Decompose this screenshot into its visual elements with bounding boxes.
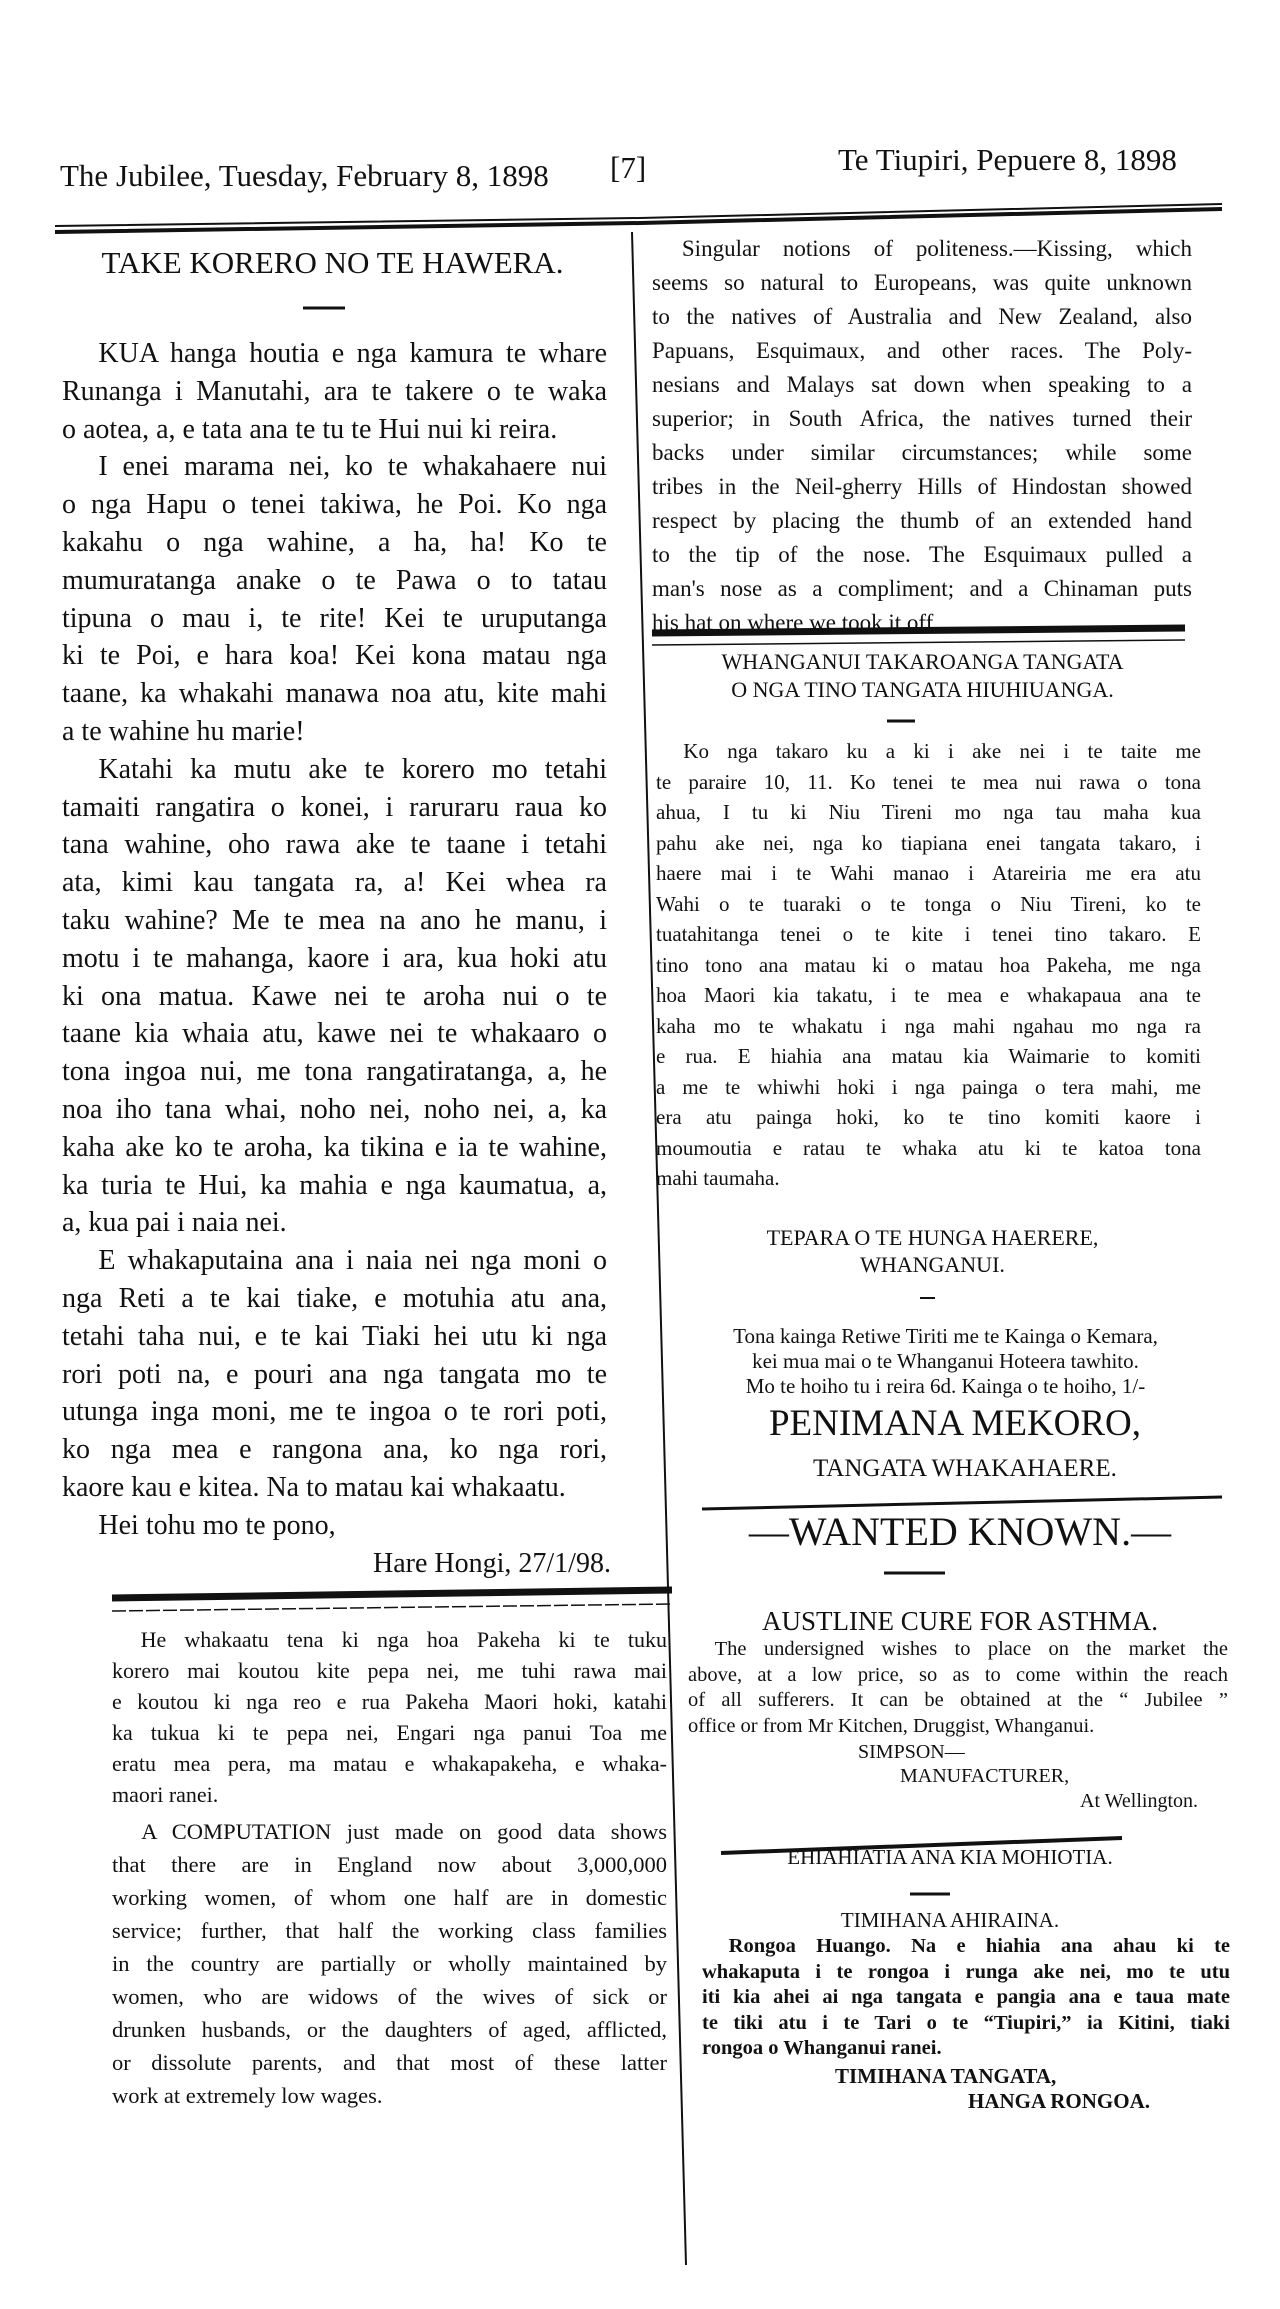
text-line: Rongoa Huango. Na e hiahia ana ahau ki te bbox=[728, 1935, 1230, 1957]
stable-ad-line: kei mua mai o te Whanganui Hoteera tawhito. bbox=[752, 1349, 1139, 1373]
stable-ad-line: Mo te hoiho tu i reira 6d. Kainga o te hoiho, 1/- bbox=[745, 1374, 1146, 1398]
right-thin-rule bbox=[652, 640, 1185, 645]
text-line: Hei tohu mo te pono, bbox=[98, 1509, 336, 1541]
text-line: a me te whiwhi hoki i nga painga o tera mahi, me bbox=[656, 1074, 1201, 1099]
text-line: KUA hanga houtia e nga kamura te whare bbox=[98, 338, 607, 369]
text-line: ki ona matua. Kawe nei te aroha nui o te bbox=[62, 980, 607, 1012]
asthma-ad-sig-name: SIMPSON— bbox=[858, 1741, 965, 1763]
paragraph bbox=[702, 1934, 1230, 2062]
text-line: kaha mo te whakatu i nga mahi ngahau mo nga ra bbox=[656, 1013, 1201, 1038]
maori-ad-body bbox=[702, 1934, 1230, 2062]
text-line: motu i te mahanga, kaore i ara, kua hoki atu bbox=[62, 942, 607, 974]
text-line: taane kia whaia atu, kawe nei te whakaaro o bbox=[62, 1018, 607, 1050]
politeness-body bbox=[652, 232, 1192, 640]
article-signature-hawera: Hare Hongi, 27/1/98. bbox=[373, 1548, 611, 1579]
text-line: o aotea, a, e tata ana te tu te Hui nui ki reira. bbox=[62, 413, 558, 445]
text-line: Katahi ka mutu ake te korero mo tetahi bbox=[98, 753, 607, 785]
stable-ad-name: PENIMANA MEKORO, bbox=[768, 1403, 1142, 1444]
text-line: era atu painga hoki, ko te tino komiti kaore i bbox=[656, 1105, 1201, 1129]
text-line: ahua, I tu ki Niu Tireni mo nga tau maha kua bbox=[656, 800, 1201, 824]
text-line: taane, ka whakahi manawa noa atu, kite mahi bbox=[62, 678, 607, 710]
text-line: above, at a low price, so as to come within the reach bbox=[688, 1663, 1228, 1686]
stable-ad-role: TANGATA WHAKAHAERE. bbox=[813, 1455, 1117, 1482]
text-line: ka turia te Hui, ka mahia e nga kaumatua, a, bbox=[62, 1169, 607, 1201]
text-line: whakaputa i te rongoa i runga ake nei, mo te utu bbox=[702, 1960, 1230, 1983]
text-line: backs under similar circumstances; while some bbox=[652, 440, 1192, 465]
stable-ad-body bbox=[668, 1324, 1223, 1399]
text-line: tipuna o mau i, te rite! Kei te uruputanga bbox=[62, 602, 607, 634]
text-line: nga Reti a te kai tiake, e motuhia atu ana, bbox=[62, 1282, 607, 1314]
computation-body bbox=[112, 1815, 667, 2112]
text-line: tetahi taha nui, e te kai Tiaki hei utu ki nga bbox=[62, 1320, 607, 1352]
text-line: moumoutia e ratau te whaka atu ki te katoa tona bbox=[656, 1135, 1201, 1160]
text-line: seems so natural to Europeans, was quite unknown bbox=[652, 270, 1192, 295]
text-line: ata, kimi kau tangata ra, a! Kei whea ra bbox=[62, 867, 607, 899]
paragraph bbox=[62, 335, 607, 448]
asthma-ad-body bbox=[688, 1637, 1228, 1739]
left-thin-rule bbox=[112, 1604, 672, 1611]
header-double-rule-thick bbox=[55, 209, 1222, 232]
sports-title-line-2: O NGA TINO TANGATA HIUHIUANGA. bbox=[731, 677, 1114, 702]
text-line: kakahu o nga wahine, a ha, ha! Ko te bbox=[62, 526, 607, 558]
text-line: office or from Mr Kitchen, Druggist, Whanganui. bbox=[688, 1714, 1095, 1737]
paragraph bbox=[62, 1507, 607, 1545]
text-line: hoa Maori kia takatu, i te mea e whakapaua ana te bbox=[656, 983, 1201, 1007]
article-body-hawera bbox=[62, 335, 607, 1545]
maori-ad-sig-name: TIMIHANA TANGATA, bbox=[835, 2064, 1057, 2088]
text-line: his hat on where we took it off. . . bbox=[652, 610, 963, 635]
text-line: man's nose as a compliment; and a Chinaman puts bbox=[652, 576, 1192, 601]
text-line: drunken husbands, or the daughters of aged, afflicted, bbox=[112, 2017, 667, 2042]
text-line: eratu mea pera, ma matau e whakapakeha, e whaka- bbox=[112, 1751, 667, 1776]
text-line: korero mai koutou kite pepa nei, me tuhi rawa mai bbox=[112, 1658, 667, 1683]
text-line: superior; in South Africa, the natives turned their bbox=[652, 406, 1192, 431]
asthma-ad-title: AUSTLINE CURE FOR ASTHMA. bbox=[761, 1606, 1159, 1636]
text-line: maori ranei. bbox=[112, 1782, 219, 1807]
text-line: ka tukua ki te pepa nei, Engari nga panui Toa me bbox=[112, 1720, 667, 1745]
text-line: to the tip of the nose. The Esquimaux pulled a bbox=[652, 542, 1192, 567]
text-line: respect by placing the thumb of an extended hand bbox=[652, 508, 1192, 533]
text-line: He whakaatu tena ki nga hoa Pakeha ki te tuku bbox=[140, 1627, 667, 1652]
text-line: I enei marama nei, ko te whakahaere nui bbox=[98, 451, 607, 483]
asthma-ad-sig-role: MANUFACTURER, bbox=[900, 1765, 1070, 1787]
text-line: or dissolute parents, and that most of these latter bbox=[112, 2050, 667, 2075]
text-line: work at extremely low wages. bbox=[112, 2083, 383, 2108]
text-line: The undersigned wishes to place on the market the bbox=[714, 1638, 1228, 1660]
text-line: utunga inga moni, me te ingoa o te rori poti, bbox=[62, 1396, 607, 1428]
text-line: in the country are partially or wholly maintained by bbox=[112, 1951, 667, 1976]
text-line: te tiki atu i te Tari o te “Tiupiri,” ia Kitini, tiaki bbox=[702, 2011, 1230, 2034]
paragraph bbox=[112, 1815, 667, 2112]
text-line: of all sufferers. It can be obtained at the “ Jubilee ” bbox=[688, 1689, 1228, 1711]
text-line: Papuans, Esquimaux, and other races. The Poly- bbox=[652, 338, 1192, 363]
text-line: taku wahine? Me te mea na ano he manu, i bbox=[62, 904, 607, 936]
text-line: a, kua pai i naia nei. bbox=[62, 1207, 287, 1239]
maori-ad-sig-role: HANGA RONGOA. bbox=[968, 2089, 1151, 2113]
sports-title bbox=[650, 648, 1195, 704]
stable-ad-title bbox=[660, 1224, 1205, 1278]
left-thick-rule bbox=[112, 1590, 672, 1598]
notice-body bbox=[112, 1624, 667, 1810]
text-line: tribes in the Neil-gherry Hills of Hindostan showed bbox=[652, 474, 1192, 499]
maori-ad-subtitle: TIMIHANA AHIRAINA. bbox=[840, 1908, 1060, 1932]
paragraph bbox=[652, 232, 1192, 640]
paragraph bbox=[688, 1637, 1228, 1739]
text-line: iti kia ahei ai nga tangata e pangia ana e taua mate bbox=[702, 1986, 1230, 2008]
text-line: to the natives of Australia and New Zealand, also bbox=[652, 304, 1192, 329]
text-line: kaha ake ko te aroha, ka tikina e ia te wahine, bbox=[62, 1131, 607, 1163]
text-line: e rua. E hiahia ana matau kia Waimarie to komiti bbox=[656, 1044, 1201, 1068]
text-line: e koutou ki nga reo e rua Pakeha Maori hoki, katahi bbox=[112, 1689, 667, 1714]
text-line: Wahi o te tuaraki o te tonga o Niu Tireni, ko te bbox=[656, 891, 1201, 916]
text-line: noa iho tana whai, noho nei, noho nei, a, ka bbox=[62, 1093, 607, 1125]
text-line: ko nga mea e rangona ana, ko nga rori, bbox=[62, 1434, 607, 1466]
text-line: working women, of whom one half are in domestic bbox=[112, 1885, 667, 1910]
text-line: that there are in England now about 3,000,000 bbox=[112, 1852, 667, 1877]
text-line: tona ingoa nui, me tona rangatiratanga, a, he bbox=[62, 1056, 607, 1088]
text-line: women, who are widows of the wives of sick or bbox=[112, 1984, 667, 2009]
text-line: mumuratanga anake o te Pawa o to tatau bbox=[62, 564, 607, 596]
text-line: kaore kau e kitea. Na to matau kai whakaatu. bbox=[62, 1471, 566, 1503]
paragraph bbox=[112, 1624, 667, 1810]
text-line: tana wahine, oho rawa ake te taane i tetahi bbox=[62, 829, 607, 861]
text-line: rori poti na, e pouri ana nga tangata mo te bbox=[62, 1358, 607, 1390]
text-line: service; further, that half the working class families bbox=[112, 1918, 667, 1943]
sports-body bbox=[656, 736, 1201, 1194]
text-line: E whakaputaina ana i naia nei nga moni o bbox=[98, 1245, 607, 1277]
text-line: a te wahine hu marie! bbox=[62, 715, 305, 747]
text-line: A COMPUTATION just made on good data shows bbox=[141, 1819, 667, 1844]
stable-ad-title-line-2: WHANGANUI. bbox=[860, 1252, 1005, 1277]
stable-ad-line: Tona kainga Retiwe Tiriti me te Kainga o Kemara, bbox=[733, 1324, 1158, 1348]
text-line: tino tono ana matau ki o matau hoa Pakeha, me nga bbox=[656, 952, 1201, 977]
text-line: te paraire 10, 11. Ko tenei te mea nui rawa o tona bbox=[656, 769, 1201, 794]
text-line: rongoa o Whanganui ranei. bbox=[702, 2037, 942, 2059]
header-date-english: The Jubilee, Tuesday, February 8, 1898 bbox=[60, 158, 549, 193]
sports-title-line-1: WHANGANUI TAKAROANGA TANGATA bbox=[721, 649, 1124, 674]
text-line: haere mai i te Wahi manao i Atareiria me era atu bbox=[656, 861, 1201, 885]
stable-ad-title-line-1: TEPARA O TE HUNGA HAERERE, bbox=[766, 1225, 1099, 1250]
asthma-ad-sig-place: At Wellington. bbox=[1080, 1790, 1199, 1812]
text-line: nesians and Malays sat down when speaking to a bbox=[652, 372, 1192, 397]
text-line: ki te Poi, e hara koa! Kei kona matau nga bbox=[62, 640, 607, 672]
text-line: o nga Hapu o tenei takiwa, he Poi. Ko nga bbox=[62, 489, 607, 521]
text-line: tamaiti rangatira o konei, i raruraru raua ko bbox=[62, 791, 607, 823]
paragraph bbox=[62, 1242, 607, 1507]
text-line: Runanga i Manutahi, ara te takere o te waka bbox=[62, 375, 607, 407]
text-line: Singular notions of politeness.—Kissing, which bbox=[681, 236, 1192, 261]
paragraph bbox=[62, 751, 607, 1242]
text-line: mahi taumaha. bbox=[656, 1166, 780, 1190]
header-date-maori: Te Tiupiri, Pepuere 8, 1898 bbox=[838, 142, 1177, 177]
text-line: pahu ake nei, nga ko tiapiana enei tangata takaro, i bbox=[656, 830, 1201, 855]
page-number: [7] bbox=[610, 150, 647, 185]
paragraph bbox=[656, 736, 1201, 1194]
maori-ad-title: EHIAHIATIA ANA KIA MOHIOTIA. bbox=[787, 1845, 1113, 1869]
paragraph bbox=[62, 448, 607, 750]
text-line: tuatahitanga tenei o te kite i tenei tino takaro. E bbox=[656, 922, 1201, 946]
text-line: Ko nga takaro ku a ki i ake nei i te taite me bbox=[683, 739, 1201, 763]
wanted-known-banner: —WANTED KNOWN.— bbox=[748, 1509, 1172, 1554]
article-title-hawera: TAKE KORERO NO TE HAWERA. bbox=[101, 245, 564, 280]
